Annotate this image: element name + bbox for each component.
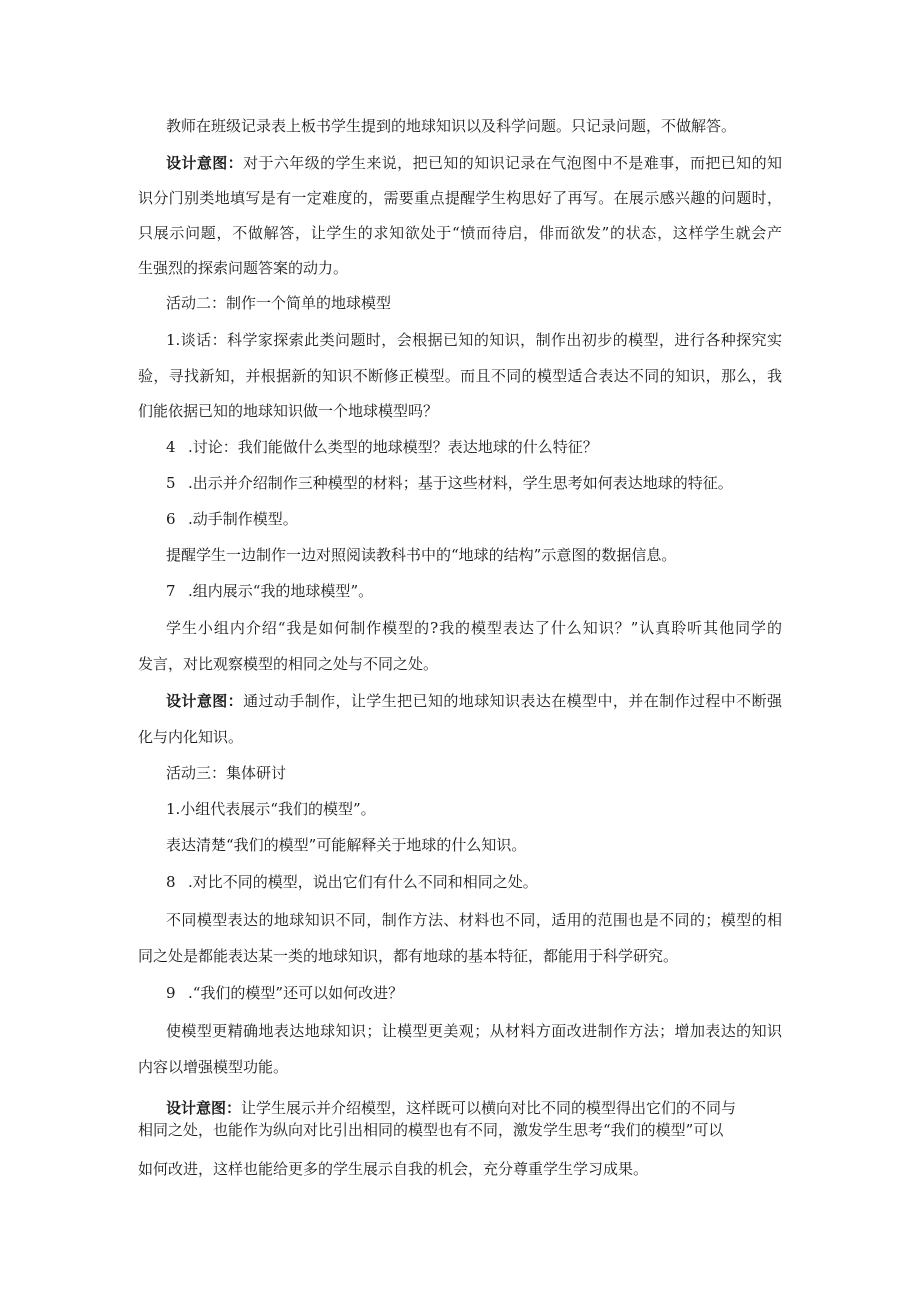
remind-paragraph: 提醒学生一边制作一边对照阅读教科书中的“地球的结构”示意图的数据信息。 (166, 546, 677, 564)
design-intent-2-line-1 (166, 691, 782, 711)
item-4-number: 4 (166, 438, 176, 456)
item-4-text: .讨论：我们能做什么类型的地球模型？表达地球的什么特征？ (188, 438, 598, 456)
item-7-text: .组内展示“我的地球模型”。 (188, 582, 374, 600)
item-8-number: 8 (166, 873, 176, 891)
item-5-number: 5 (166, 474, 176, 492)
item-4 (166, 437, 598, 457)
design-intent-label: 设计意图： (166, 154, 244, 172)
item-5-text: .出示并介绍制作三种模型的材料；基于这些材料，学生思考如何表达地球的特征。 (188, 474, 733, 492)
paragraph-record-questions: 教师在班级记录表上板书学生提到的地球知识以及科学问题。只记录问题，不做解答。 (166, 117, 737, 135)
difference-line-2: 同之处是都能表达某一类的地球知识，都有地球的基本特征，都能用于科学研究。 (138, 947, 679, 965)
item-8 (166, 872, 538, 892)
design-intent-1-line-3: 只展示问题，不做解答，让学生的求知欲处于“愤而待启，俳而欲发”的状态，这样学生就会产 (138, 224, 782, 242)
item-8-text: .对比不同的模型，说出它们有什么不同和相同之处。 (188, 873, 538, 891)
activity-3-item-1: 1.小组代表展示“我们的模型”。 (166, 800, 376, 818)
difference-line-1: 不同模型表达的地球知识不同，制作方法、材料也不同，适用的范围也是不同的；模型的相 (166, 911, 782, 929)
group-intro-line-1: 学生小组内介绍“我是如何制作模型的?我的模型表达了什么知识？”认真聆听其他同学的 (166, 619, 782, 637)
item-6 (166, 509, 298, 529)
improve-line-2: 内容以增强模型功能。 (138, 1058, 289, 1076)
design-intent-3-line-2: 相同之处，也能作为纵向对比引出相同的模型也有不同，激发学生思考“我们的模型”可以 (138, 1121, 724, 1139)
item-6-text: .动手制作模型。 (188, 510, 298, 528)
improve-line-1: 使模型更精确地表达地球知识；让模型更美观；从材料方面改进制作方法；增加表达的知识 (166, 1022, 782, 1040)
design-intent-3-line-3: 如何改进，这样也能给更多的学生展示自我的机会，充分尊重学生学习成果。 (138, 1160, 649, 1178)
explain-paragraph: 表达清楚“我们的模型”可能解释关于地球的什么知识。 (166, 836, 527, 854)
group-intro-line-2: 发言，对比观察模型的相同之处与不同之处。 (138, 655, 439, 673)
item-1-line-3: 们能依据已知的地球知识做一个地球模型吗？ (138, 402, 439, 420)
item-6-number: 6 (166, 510, 176, 528)
activity-3-heading: 活动三：集体研讨 (166, 764, 287, 782)
design-intent-2-line-2: 化与内化知识。 (138, 728, 244, 746)
item-1-line-2: 验，寻找新知，并根据新的知识不断修正模型。而且不同的模型适合表达不同的知识，那么，我 (138, 367, 782, 385)
design-intent-3-text: 让学生展示并介绍模型，这样既可以横向对比不同的模型得出它们的不同与 (241, 1099, 737, 1117)
activity-2-heading: 活动二：制作一个简单的地球模型 (166, 294, 392, 312)
item-9-number: 9 (166, 984, 176, 1002)
item-5 (166, 473, 733, 493)
design-intent-2-text: 通过动手制作，让学生把已知的地球知识表达在模型中，并在制作过程中不断强 (243, 692, 782, 710)
design-intent-1-text: 对于六年级的学生来说，把已知的知识记录在气泡图中不是难事，而把已知的知 (243, 154, 782, 172)
design-intent-label: 设计意图： (166, 692, 244, 710)
design-intent-1-line-2: 识分门别类地填写是有一定难度的，需要重点提醒学生构思好了再写。在展示感兴趣的问题时， (138, 189, 782, 207)
item-1-line-1: 1.谈话：科学家探索此类问题时，会根据已知的知识，制作出初步的模型，进行各种探究实 (166, 331, 782, 349)
design-intent-3-line-1 (166, 1098, 736, 1118)
design-intent-1-line-4: 生强烈的探索问题答案的动力。 (138, 259, 349, 277)
design-intent-label: 设计意图： (166, 1099, 242, 1117)
item-9 (166, 983, 403, 1003)
item-9-text: .“我们的模型”还可以如何改进？ (188, 984, 404, 1002)
item-7 (166, 581, 373, 601)
design-intent-1-line-1 (166, 153, 782, 173)
item-7-number: 7 (166, 582, 176, 600)
